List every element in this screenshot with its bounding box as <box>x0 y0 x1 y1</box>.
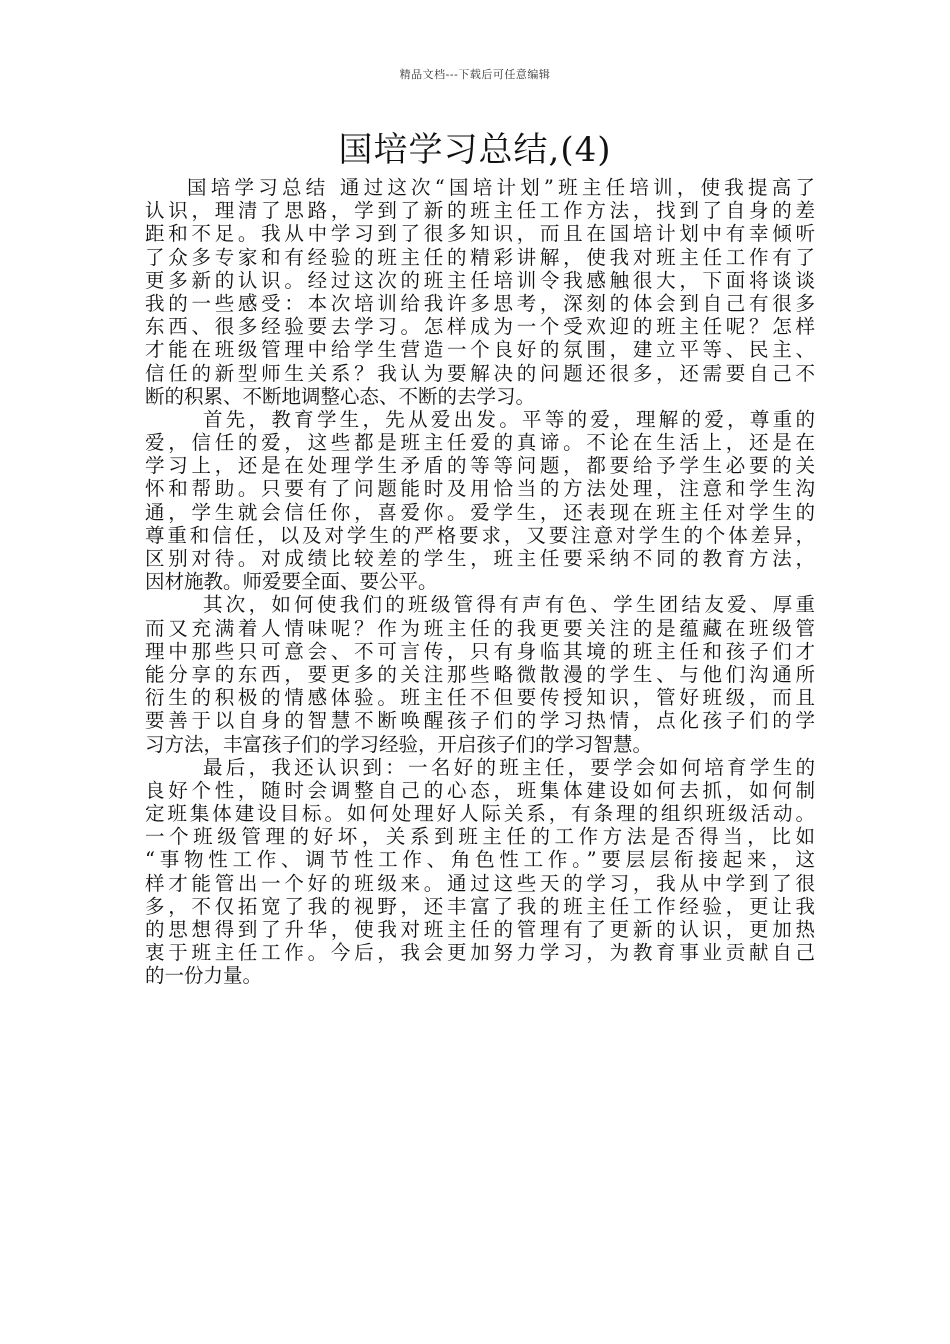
text-line: 认识，理清了思路，学到了新的班主任工作方法，找到了自身的差 <box>145 199 815 223</box>
text-line: “事物性工作、调节性工作、角色性工作。”要层层衔接起来，这 <box>145 848 815 872</box>
text-line: 我的一些感受：本次培训给我许多思考，深刻的体会到自己有很多 <box>145 291 815 315</box>
text-line: 良好个性，随时会调整自己的心态，班集体建设如何去抓，如何制 <box>145 778 815 802</box>
paragraph <box>145 408 815 594</box>
text-line: 国培学习总结 通过这次“国培计划”班主任培训，使我提高了 <box>187 176 815 199</box>
text-line: 东西、很多经验要去学习。怎样成为一个受欢迎的班主任呢？怎样 <box>145 315 815 339</box>
text-line: 的思想得到了升华，使我对班主任的管理有了更新的认识，更加热 <box>145 918 815 941</box>
text-line: 爱，信任的爱，这些都是班主任爱的真谛。不论在生活上，还是在 <box>145 431 815 455</box>
document-title: 国培学习总结,(4) <box>338 130 612 170</box>
text-line: 衷于班主任工作。今后，我会更加努力学习，为教育事业贡献自己 <box>145 941 815 965</box>
text-line: 区别对待。对成绩比较差的学生，班主任要采纳不同的教育方法， <box>145 547 815 570</box>
text-line: 样才能管出一个好的班级来。通过这些天的学习，我从中学到了很 <box>145 871 815 895</box>
text-line: 理中那些只可意会、不可言传，只有身临其境的班主任和孩子们才 <box>145 639 815 663</box>
text-line: 了众多专家和有经验的班主任的精彩讲解，使我对班主任工作有了 <box>145 245 815 269</box>
text-line: 通，学生就会信任你，喜爱你。爱学生，还表现在班主任对学生的 <box>145 500 815 524</box>
text-line: 距和不足。我从中学习到了很多知识，而且在国培计划中有幸倾听 <box>145 222 815 246</box>
text-line: 信任的新型师生关系？我认为要解决的问题还很多，还需要自己不 <box>145 361 815 385</box>
header-note: 精品文档---下载后可任意编辑 <box>399 68 551 81</box>
text-line: 才能在班级管理中给学生营造一个良好的氛围，建立平等、民主、 <box>145 338 815 362</box>
text-line: 能分享的东西，要更多的关注那些略微散漫的学生、与他们沟通所 <box>145 662 815 686</box>
text-line: 要善于以自身的智慧不断唤醒孩子们的学习热情，点化孩子们的学 <box>145 709 815 733</box>
paragraph <box>145 176 815 408</box>
text-line: 尊重和信任，以及对学生的严格要求，又要注意对学生的个体差异， <box>145 523 815 547</box>
paragraph <box>145 593 815 755</box>
text-line: 断的积累、不断地调整心态、不断的去学习。 <box>145 384 536 408</box>
text-line: 习方法，丰富孩子们的学习经验，开启孩子们的学习智慧。 <box>145 732 653 756</box>
text-line: 因材施教。师爱要全面、要公平。 <box>145 570 438 594</box>
text-line: 最后，我还认识到：一名好的班主任，要学会如何培育学生的 <box>203 755 815 779</box>
text-line: 学习上，还是在处理学生矛盾的等等问题，都要给予学生必要的关 <box>145 454 815 478</box>
text-line: 而又充满着人情味呢？作为班主任的我更要关注的是蕴藏在班级管 <box>145 616 815 640</box>
text-line: 的一份力量。 <box>145 964 263 988</box>
text-line: 定班集体建设目标。如何处理好人际关系，有条理的组织班级活动。 <box>145 802 815 826</box>
text-line: 多，不仅拓宽了我的视野，还丰富了我的班主任工作经验，更让我 <box>145 894 815 918</box>
text-line: 其次，如何使我们的班级管得有声有色、学生团结友爱、厚重 <box>203 593 815 617</box>
text-line: 怀和帮助。只要有了问题能时及用恰当的方法处理，注意和学生沟 <box>145 477 815 501</box>
paragraph <box>145 756 815 988</box>
text-line: 首先，教育学生，先从爱出发。平等的爱，理解的爱，尊重的 <box>203 407 815 431</box>
text-line: 一个班级管理的好坏，关系到班主任的工作方法是否得当，比如 <box>145 825 815 849</box>
text-line: 更多新的认识。经过这次的班主任培训令我感触很大，下面将谈谈 <box>145 268 815 292</box>
document-body <box>145 176 815 988</box>
text-line: 衍生的积极的情感体验。班主任不但要传授知识，管好班级，而且 <box>145 686 815 710</box>
